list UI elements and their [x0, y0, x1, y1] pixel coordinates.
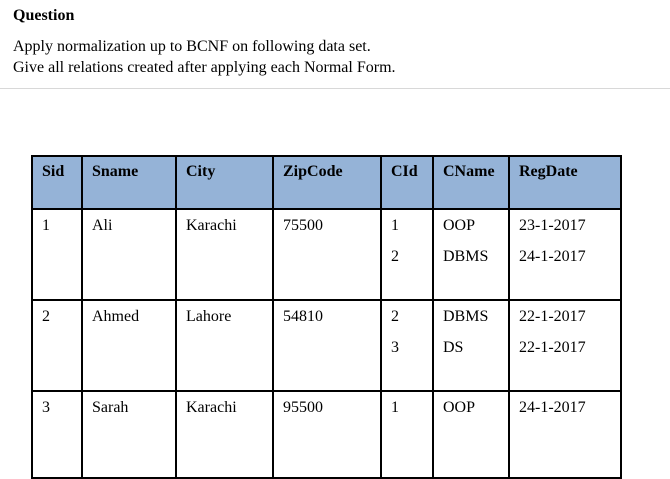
question-line-1: Apply normalization up to BCNF on following data set.: [13, 38, 371, 55]
regdate-value: 22-1-2017: [519, 339, 586, 356]
cid-value: 1: [391, 217, 399, 234]
cell-city: Karachi: [176, 391, 273, 478]
header-city: City: [176, 156, 273, 209]
table-header-row: [32, 156, 621, 209]
cell-cid: [381, 209, 433, 300]
cell-sname: Ali: [82, 209, 176, 300]
cell-zipcode: 75500: [273, 209, 381, 300]
cid-value: 1: [391, 399, 399, 416]
cell-sid: 2: [32, 300, 82, 391]
cname-value: DBMS: [443, 248, 489, 265]
regdate-value: 23-1-2017: [519, 217, 586, 234]
cell-city: Lahore: [176, 300, 273, 391]
question-line-2: Give all relations created after applying each Normal Form.: [13, 59, 396, 76]
question-heading: Question: [13, 7, 75, 24]
cell-city: Karachi: [176, 209, 273, 300]
regdate-value: 24-1-2017: [519, 399, 586, 416]
cell-sid: 1: [32, 209, 82, 300]
cell-sid: 3: [32, 391, 82, 478]
cname-value: DBMS: [443, 308, 489, 325]
cell-regdate: [509, 391, 621, 478]
cell-zipcode: 95500: [273, 391, 381, 478]
cell-zipcode: 54810: [273, 300, 381, 391]
cname-value: OOP: [443, 399, 476, 416]
cell-cid: [381, 391, 433, 478]
header-cid: CId: [381, 156, 433, 209]
cid-value: 3: [391, 339, 399, 356]
cell-regdate: [509, 209, 621, 300]
table-row: [32, 209, 621, 300]
header-sid: Sid: [32, 156, 82, 209]
header-zipcode: ZipCode: [273, 156, 381, 209]
divider: [0, 88, 670, 89]
header-sname: Sname: [82, 156, 176, 209]
table-row: [32, 300, 621, 391]
cell-cname: [433, 209, 509, 300]
cell-cname: [433, 391, 509, 478]
regdate-value: 24-1-2017: [519, 248, 586, 265]
header-regdate: RegDate: [509, 156, 621, 209]
cell-cid: [381, 300, 433, 391]
table-row: [32, 391, 621, 478]
cid-value: 2: [391, 248, 399, 265]
cid-value: 2: [391, 308, 399, 325]
cell-cname: [433, 300, 509, 391]
cname-value: OOP: [443, 217, 476, 234]
cell-regdate: [509, 300, 621, 391]
regdate-value: 22-1-2017: [519, 308, 586, 325]
dataset-table: [31, 155, 622, 479]
cell-sname: Ahmed: [82, 300, 176, 391]
header-cname: CName: [433, 156, 509, 209]
cell-sname: Sarah: [82, 391, 176, 478]
cname-value: DS: [443, 339, 464, 356]
